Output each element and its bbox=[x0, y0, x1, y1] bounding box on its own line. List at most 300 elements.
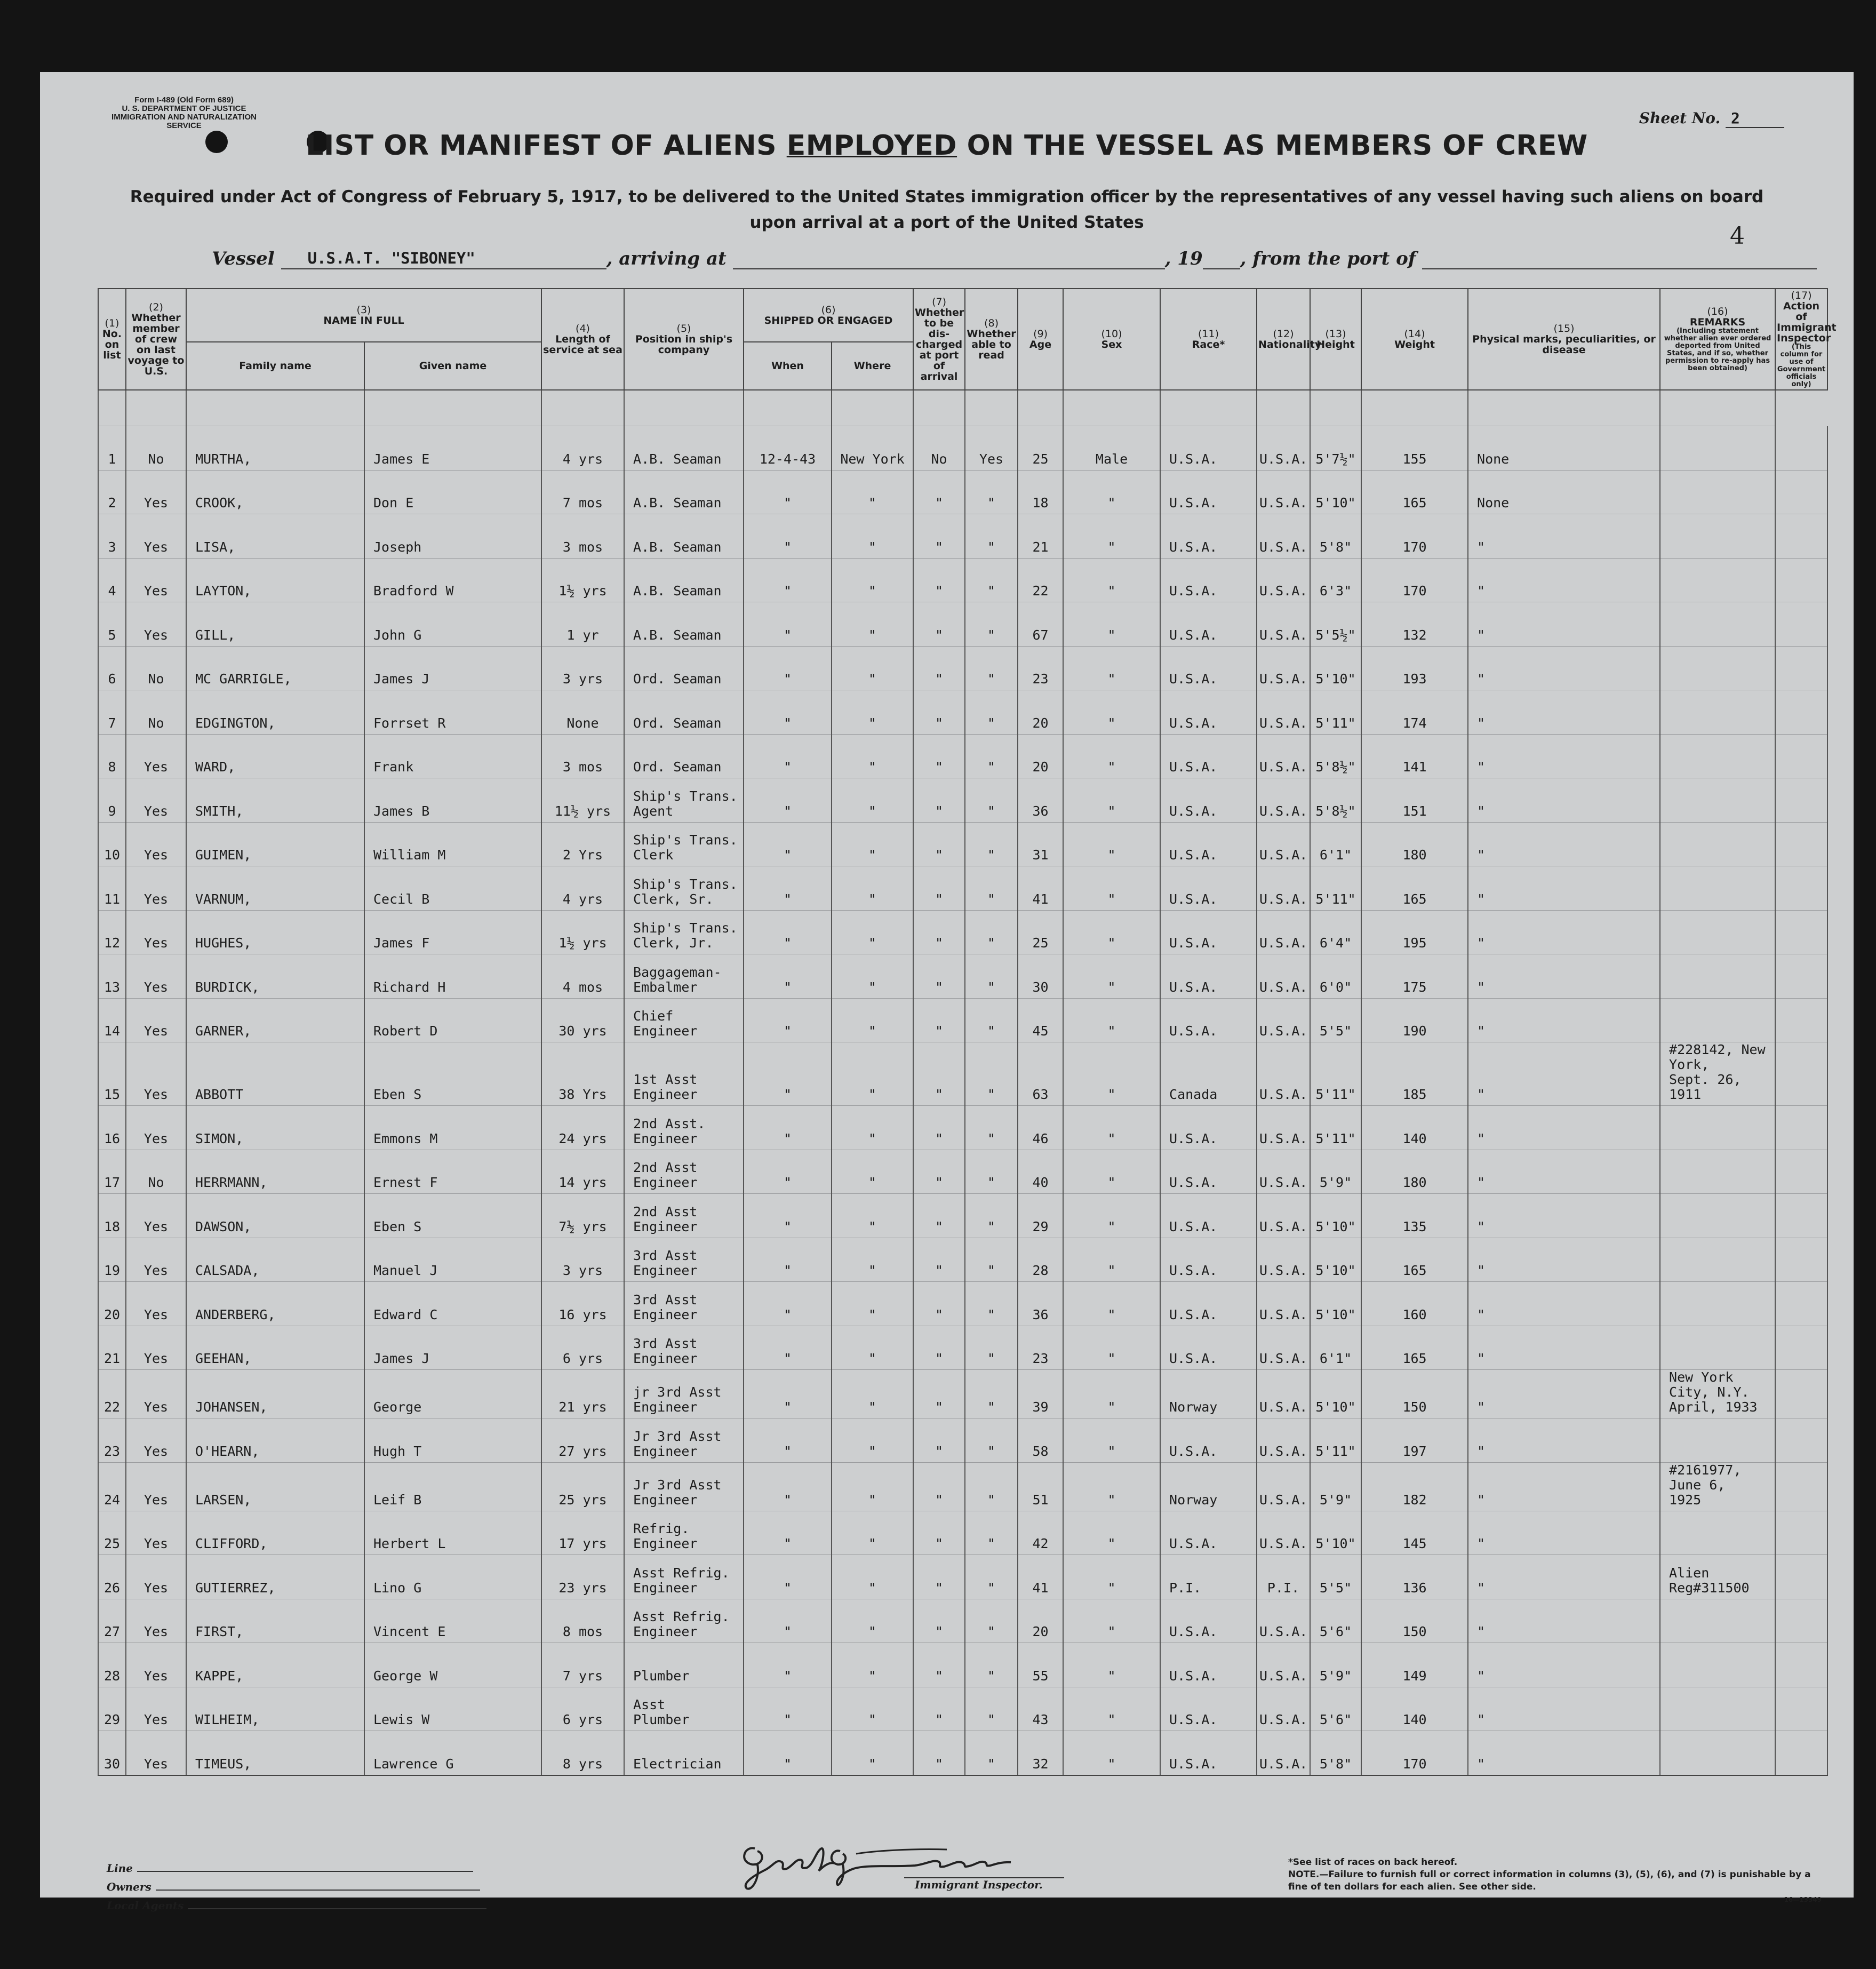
age-cell: 25 bbox=[1018, 426, 1063, 471]
physical-marks-cell: " bbox=[1468, 1326, 1660, 1370]
family-name-cell: DAWSON, bbox=[186, 1194, 364, 1238]
inspector-action-cell bbox=[1775, 1555, 1827, 1599]
age-cell: 45 bbox=[1018, 998, 1063, 1042]
family-name-cell: CROOK, bbox=[186, 470, 364, 514]
sex-cell: " bbox=[1063, 1370, 1160, 1418]
shipped-where-cell: " bbox=[832, 910, 913, 954]
table-row bbox=[98, 954, 1827, 999]
inspector-action-cell bbox=[1775, 1326, 1827, 1370]
position-cell: Ord. Seaman bbox=[624, 734, 744, 778]
race-cell: U.S.A. bbox=[1160, 558, 1257, 602]
service-length-cell: 14 yrs bbox=[541, 1150, 624, 1194]
remarks-cell bbox=[1660, 954, 1775, 999]
table-row bbox=[98, 1282, 1827, 1326]
given-name-cell: Leif B bbox=[364, 1462, 541, 1511]
sex-cell: " bbox=[1063, 910, 1160, 954]
sex-cell: Male bbox=[1063, 426, 1160, 471]
position-cell: Ord. Seaman bbox=[624, 690, 744, 735]
service-length-cell: 7½ yrs bbox=[541, 1194, 624, 1238]
discharged-cell: " bbox=[913, 1511, 965, 1555]
position-cell: Ord. Seaman bbox=[624, 646, 744, 690]
nationality-cell: U.S.A. bbox=[1257, 470, 1310, 514]
remarks-cell bbox=[1660, 1282, 1775, 1326]
family-name-cell: MURTHA, bbox=[186, 426, 364, 471]
family-name-cell: HUGHES, bbox=[186, 910, 364, 954]
crew-last-voyage-cell: Yes bbox=[126, 998, 186, 1042]
weight-cell: 193 bbox=[1361, 646, 1468, 690]
remarks-cell bbox=[1660, 1106, 1775, 1150]
shipped-where-cell: " bbox=[832, 514, 913, 559]
discharged-cell: " bbox=[913, 1418, 965, 1463]
nationality-cell: U.S.A. bbox=[1257, 910, 1310, 954]
discharged-cell: " bbox=[913, 1599, 965, 1643]
able-to-read-cell: " bbox=[965, 1731, 1018, 1775]
sex-cell: " bbox=[1063, 1511, 1160, 1555]
shipped-where-cell: " bbox=[832, 1599, 913, 1643]
race-cell: U.S.A. bbox=[1160, 1238, 1257, 1282]
crew-manifest-table bbox=[98, 288, 1837, 1776]
height-cell: 5'9" bbox=[1310, 1643, 1361, 1687]
nationality-cell: U.S.A. bbox=[1257, 734, 1310, 778]
race-cell: Norway bbox=[1160, 1370, 1257, 1418]
nationality-cell: U.S.A. bbox=[1257, 602, 1310, 647]
race-cell: U.S.A. bbox=[1160, 1418, 1257, 1463]
remarks-cell: New York City, N.Y. April, 1933 bbox=[1660, 1370, 1775, 1418]
nationality-cell: U.S.A. bbox=[1257, 1731, 1310, 1775]
remarks-cell bbox=[1660, 1194, 1775, 1238]
height-cell: 5'10" bbox=[1310, 646, 1361, 690]
shipped-where-cell: " bbox=[832, 734, 913, 778]
row-number-cell: 30 bbox=[98, 1731, 126, 1775]
nationality-cell: U.S.A. bbox=[1257, 866, 1310, 911]
shipped-when-cell: " bbox=[744, 1238, 832, 1282]
service-length-cell: None bbox=[541, 690, 624, 735]
shipped-when-cell: " bbox=[744, 1555, 832, 1599]
table-row bbox=[98, 514, 1827, 559]
col-family-name-header: Family name bbox=[186, 342, 364, 390]
sex-cell: " bbox=[1063, 1150, 1160, 1194]
row-number-cell: 7 bbox=[98, 690, 126, 735]
row-number-cell: 17 bbox=[98, 1150, 126, 1194]
service-length-cell: 27 yrs bbox=[541, 1418, 624, 1463]
able-to-read-cell: " bbox=[965, 866, 1018, 911]
given-name-cell: Bradford W bbox=[364, 558, 541, 602]
weight-cell: 170 bbox=[1361, 558, 1468, 602]
able-to-read-cell: " bbox=[965, 690, 1018, 735]
weight-cell: 132 bbox=[1361, 602, 1468, 647]
physical-marks-cell: " bbox=[1468, 690, 1660, 735]
remarks-cell bbox=[1660, 778, 1775, 823]
height-cell: 5'8" bbox=[1310, 1731, 1361, 1775]
table-row bbox=[98, 1418, 1827, 1463]
position-cell: Ship's Trans. Agent bbox=[624, 778, 744, 823]
inspector-action-cell bbox=[1775, 778, 1827, 823]
row-number-cell: 23 bbox=[98, 1418, 126, 1463]
shipped-where-cell: " bbox=[832, 1731, 913, 1775]
family-name-cell: LISA, bbox=[186, 514, 364, 559]
physical-marks-cell: " bbox=[1468, 910, 1660, 954]
race-cell: U.S.A. bbox=[1160, 426, 1257, 471]
given-name-cell: Eben S bbox=[364, 1042, 541, 1106]
height-cell: 6'0" bbox=[1310, 954, 1361, 999]
height-cell: 6'1" bbox=[1310, 822, 1361, 866]
weight-cell: 165 bbox=[1361, 470, 1468, 514]
crew-last-voyage-cell: Yes bbox=[126, 1511, 186, 1555]
physical-marks-cell: " bbox=[1468, 822, 1660, 866]
crew-last-voyage-cell: Yes bbox=[126, 1418, 186, 1463]
height-cell: 5'6" bbox=[1310, 1599, 1361, 1643]
race-cell: U.S.A. bbox=[1160, 1282, 1257, 1326]
inspector-action-cell bbox=[1775, 1687, 1827, 1731]
position-cell: A.B. Seaman bbox=[624, 602, 744, 647]
family-name-cell: TIMEUS, bbox=[186, 1731, 364, 1775]
form-identifier: Form I-489 (Old Form 689) U. S. DEPARTMENT OF JUSTICE IMMIGRATION AND NATURALIZATION SERVICE bbox=[111, 95, 257, 130]
discharged-cell: " bbox=[913, 822, 965, 866]
vessel-name: U.S.A.T. "SIBONEY" bbox=[281, 249, 606, 269]
position-cell: Jr 3rd Asst Engineer bbox=[624, 1462, 744, 1511]
age-cell: 36 bbox=[1018, 778, 1063, 823]
physical-marks-cell: " bbox=[1468, 1238, 1660, 1282]
discharged-cell: " bbox=[913, 1370, 965, 1418]
able-to-read-cell: " bbox=[965, 1462, 1018, 1511]
table-row bbox=[98, 1643, 1827, 1687]
family-name-cell: CLIFFORD, bbox=[186, 1511, 364, 1555]
sex-cell: " bbox=[1063, 1418, 1160, 1463]
shipped-when-cell: " bbox=[744, 1418, 832, 1463]
row-number-cell: 24 bbox=[98, 1462, 126, 1511]
shipped-when-cell: " bbox=[744, 1731, 832, 1775]
age-cell: 39 bbox=[1018, 1370, 1063, 1418]
weight-cell: 174 bbox=[1361, 690, 1468, 735]
col-sex-header: (10) Sex bbox=[1063, 289, 1160, 390]
service-length-cell: 25 yrs bbox=[541, 1462, 624, 1511]
given-name-cell: James F bbox=[364, 910, 541, 954]
given-name-cell: James B bbox=[364, 778, 541, 823]
given-name-cell: Emmons M bbox=[364, 1106, 541, 1150]
height-cell: 5'11" bbox=[1310, 690, 1361, 735]
position-cell: Chief Engineer bbox=[624, 998, 744, 1042]
sex-cell: " bbox=[1063, 1042, 1160, 1106]
table-row bbox=[98, 646, 1827, 690]
age-cell: 67 bbox=[1018, 602, 1063, 647]
service-length-cell: 8 mos bbox=[541, 1599, 624, 1643]
row-number-cell: 5 bbox=[98, 602, 126, 647]
height-cell: 5'5½" bbox=[1310, 602, 1361, 647]
physical-marks-cell: " bbox=[1468, 998, 1660, 1042]
able-to-read-cell: " bbox=[965, 602, 1018, 647]
col-position-header: (5) Position in ship's company bbox=[624, 289, 744, 390]
col-remarks-header: (16) REMARKS (Including statement whether alien ever ordered deported from United States, and if so, whether permission to re-apply has been obtained) bbox=[1660, 289, 1775, 390]
able-to-read-cell: " bbox=[965, 1106, 1018, 1150]
shipped-when-cell: " bbox=[744, 734, 832, 778]
col-age-header: (9) Age bbox=[1018, 289, 1063, 390]
shipped-when-cell: " bbox=[744, 514, 832, 559]
nationality-cell: U.S.A. bbox=[1257, 1643, 1310, 1687]
col-crew-last-voyage-header: (2) Whether member of crew on last voyage to U.S. bbox=[126, 289, 186, 390]
shipped-where-cell: " bbox=[832, 1326, 913, 1370]
discharged-cell: " bbox=[913, 1643, 965, 1687]
col-nationality-header: (12) Nationality bbox=[1257, 289, 1310, 390]
service-length-cell: 16 yrs bbox=[541, 1282, 624, 1326]
shipped-where-cell: " bbox=[832, 866, 913, 911]
age-cell: 63 bbox=[1018, 1042, 1063, 1106]
remarks-cell bbox=[1660, 1599, 1775, 1643]
position-cell: Ship's Trans. Clerk bbox=[624, 822, 744, 866]
race-cell: U.S.A. bbox=[1160, 866, 1257, 911]
crew-last-voyage-cell: Yes bbox=[126, 1687, 186, 1731]
age-cell: 22 bbox=[1018, 558, 1063, 602]
race-cell: U.S.A. bbox=[1160, 998, 1257, 1042]
inspector-action-cell bbox=[1775, 954, 1827, 999]
row-number-cell: 13 bbox=[98, 954, 126, 999]
race-cell: U.S.A. bbox=[1160, 734, 1257, 778]
able-to-read-cell: " bbox=[965, 1511, 1018, 1555]
able-to-read-cell: " bbox=[965, 1599, 1018, 1643]
position-cell: Jr 3rd Asst Engineer bbox=[624, 1418, 744, 1463]
height-cell: 5'10" bbox=[1310, 1511, 1361, 1555]
form-code: 16—13349 bbox=[1784, 1896, 1822, 1903]
age-cell: 41 bbox=[1018, 866, 1063, 911]
shipped-when-cell: " bbox=[744, 1643, 832, 1687]
position-cell: A.B. Seaman bbox=[624, 558, 744, 602]
crew-last-voyage-cell: Yes bbox=[126, 1643, 186, 1687]
family-name-cell: WARD, bbox=[186, 734, 364, 778]
discharged-cell: " bbox=[913, 1326, 965, 1370]
age-cell: 31 bbox=[1018, 822, 1063, 866]
inspector-action-cell bbox=[1775, 602, 1827, 647]
crew-last-voyage-cell: Yes bbox=[126, 514, 186, 559]
weight-cell: 135 bbox=[1361, 1194, 1468, 1238]
shipped-when-cell: " bbox=[744, 822, 832, 866]
discharged-cell: " bbox=[913, 514, 965, 559]
sex-cell: " bbox=[1063, 1462, 1160, 1511]
family-name-cell: WILHEIM, bbox=[186, 1687, 364, 1731]
form-notes bbox=[1288, 1856, 1822, 1903]
age-cell: 32 bbox=[1018, 1731, 1063, 1775]
shipped-where-cell: " bbox=[832, 1687, 913, 1731]
family-name-cell: GUTIERREZ, bbox=[186, 1555, 364, 1599]
inspector-action-cell bbox=[1775, 1282, 1827, 1326]
height-cell: 5'7½" bbox=[1310, 426, 1361, 471]
crew-last-voyage-cell: Yes bbox=[126, 1194, 186, 1238]
line-label: Line bbox=[107, 1862, 133, 1875]
height-cell: 5'11" bbox=[1310, 1418, 1361, 1463]
weight-cell: 180 bbox=[1361, 822, 1468, 866]
col-weight-header: (14) Weight bbox=[1361, 289, 1468, 390]
physical-marks-cell: " bbox=[1468, 1731, 1660, 1775]
race-cell: U.S.A. bbox=[1160, 1106, 1257, 1150]
physical-marks-cell: " bbox=[1468, 602, 1660, 647]
service-length-cell: 4 mos bbox=[541, 954, 624, 999]
inspector-action-cell bbox=[1775, 1511, 1827, 1555]
shipped-when-cell: " bbox=[744, 1282, 832, 1326]
crew-last-voyage-cell: Yes bbox=[126, 1238, 186, 1282]
penalty-note: NOTE.—Failure to furnish full or correct information in columns (3), (5), (6), and (7) is punishable by a fine of ten dollars for each alien. See other side. bbox=[1288, 1869, 1811, 1892]
discharged-cell: " bbox=[913, 690, 965, 735]
sex-cell: " bbox=[1063, 1194, 1160, 1238]
position-cell: Asst Refrig. Engineer bbox=[624, 1599, 744, 1643]
height-cell: 5'11" bbox=[1310, 1042, 1361, 1106]
age-cell: 18 bbox=[1018, 470, 1063, 514]
row-number-cell: 9 bbox=[98, 778, 126, 823]
remarks-cell bbox=[1660, 426, 1775, 471]
race-cell: U.S.A. bbox=[1160, 778, 1257, 823]
service-length-cell: 2 Yrs bbox=[541, 822, 624, 866]
remarks-cell bbox=[1660, 866, 1775, 911]
shipped-where-cell: " bbox=[832, 1150, 913, 1194]
family-name-cell: GARNER, bbox=[186, 998, 364, 1042]
position-cell: 3rd Asst Engineer bbox=[624, 1238, 744, 1282]
crew-last-voyage-cell: Yes bbox=[126, 1370, 186, 1418]
discharged-cell: " bbox=[913, 1462, 965, 1511]
shipped-where-cell: " bbox=[832, 1370, 913, 1418]
physical-marks-cell: None bbox=[1468, 426, 1660, 471]
row-number-cell: 27 bbox=[98, 1599, 126, 1643]
service-length-cell: 6 yrs bbox=[541, 1687, 624, 1731]
family-name-cell: GILL, bbox=[186, 602, 364, 647]
inspector-action-cell bbox=[1775, 734, 1827, 778]
remarks-cell bbox=[1660, 558, 1775, 602]
shipped-where-cell: " bbox=[832, 602, 913, 647]
inspector-action-cell bbox=[1775, 1731, 1827, 1775]
discharged-cell: " bbox=[913, 558, 965, 602]
weight-cell: 151 bbox=[1361, 778, 1468, 823]
age-cell: 36 bbox=[1018, 1282, 1063, 1326]
sex-cell: " bbox=[1063, 470, 1160, 514]
nationality-cell: U.S.A. bbox=[1257, 1238, 1310, 1282]
shipped-when-cell: " bbox=[744, 998, 832, 1042]
age-cell: 20 bbox=[1018, 690, 1063, 735]
shipped-when-cell: " bbox=[744, 690, 832, 735]
from-port-field bbox=[1422, 249, 1817, 269]
given-name-cell: Manuel J bbox=[364, 1238, 541, 1282]
discharged-cell: " bbox=[913, 470, 965, 514]
physical-marks-cell: " bbox=[1468, 954, 1660, 999]
remarks-cell bbox=[1660, 646, 1775, 690]
handwritten-page-mark: 4 bbox=[1730, 222, 1745, 250]
family-name-cell: O'HEARN, bbox=[186, 1418, 364, 1463]
race-cell: U.S.A. bbox=[1160, 1731, 1257, 1775]
nationality-cell: P.I. bbox=[1257, 1555, 1310, 1599]
service-length-cell: 11½ yrs bbox=[541, 778, 624, 823]
height-cell: 5'10" bbox=[1310, 470, 1361, 514]
race-cell: U.S.A. bbox=[1160, 1150, 1257, 1194]
shipped-where-cell: " bbox=[832, 822, 913, 866]
age-cell: 21 bbox=[1018, 514, 1063, 559]
inspector-action-cell bbox=[1775, 1643, 1827, 1687]
physical-marks-cell: " bbox=[1468, 734, 1660, 778]
col-race-header: (11) Race* bbox=[1160, 289, 1257, 390]
weight-cell: 140 bbox=[1361, 1687, 1468, 1731]
shipped-when-cell: " bbox=[744, 1150, 832, 1194]
sex-cell: " bbox=[1063, 602, 1160, 647]
given-name-cell: Edward C bbox=[364, 1282, 541, 1326]
sex-cell: " bbox=[1063, 1643, 1160, 1687]
position-cell: Electrician bbox=[624, 1731, 744, 1775]
shipped-when-cell: " bbox=[744, 866, 832, 911]
year-field bbox=[1203, 249, 1240, 269]
family-name-cell: CALSADA, bbox=[186, 1238, 364, 1282]
service-length-cell: 8 yrs bbox=[541, 1731, 624, 1775]
col-inspector-action-header: (17) Action of Immigrant Inspector (This column for use of Government officials only) bbox=[1775, 289, 1827, 390]
crew-last-voyage-cell: Yes bbox=[126, 778, 186, 823]
physical-marks-cell: " bbox=[1468, 1462, 1660, 1511]
crew-last-voyage-cell: Yes bbox=[126, 954, 186, 999]
family-name-cell: MC GARRIGLE, bbox=[186, 646, 364, 690]
family-name-cell: GEEHAN, bbox=[186, 1326, 364, 1370]
position-cell: Ship's Trans. Clerk, Jr. bbox=[624, 910, 744, 954]
given-name-cell: Ernest F bbox=[364, 1150, 541, 1194]
service-length-cell: 17 yrs bbox=[541, 1511, 624, 1555]
inspector-action-cell bbox=[1775, 1599, 1827, 1643]
service-length-cell: 30 yrs bbox=[541, 998, 624, 1042]
shipped-when-cell: " bbox=[744, 954, 832, 999]
nationality-cell: U.S.A. bbox=[1257, 1687, 1310, 1731]
physical-marks-cell: " bbox=[1468, 1511, 1660, 1555]
weight-cell: 180 bbox=[1361, 1150, 1468, 1194]
discharged-cell: " bbox=[913, 1150, 965, 1194]
shipped-where-cell: " bbox=[832, 646, 913, 690]
remarks-cell bbox=[1660, 470, 1775, 514]
table-row bbox=[98, 1042, 1827, 1106]
col-service-header: (4) Length of service at sea bbox=[541, 289, 624, 390]
shipped-when-cell: " bbox=[744, 646, 832, 690]
col-no-header: (1) No. on list bbox=[98, 289, 126, 390]
weight-cell: 150 bbox=[1361, 1370, 1468, 1418]
shipped-where-cell: " bbox=[832, 1282, 913, 1326]
crew-last-voyage-cell: Yes bbox=[126, 734, 186, 778]
crew-last-voyage-cell: Yes bbox=[126, 1282, 186, 1326]
weight-cell: 141 bbox=[1361, 734, 1468, 778]
service-length-cell: 3 mos bbox=[541, 734, 624, 778]
manifest-sheet bbox=[40, 72, 1854, 1912]
shipped-when-cell: " bbox=[744, 1687, 832, 1731]
inspector-action-cell bbox=[1775, 866, 1827, 911]
physical-marks-cell: " bbox=[1468, 1042, 1660, 1106]
position-cell: Baggageman- Embalmer bbox=[624, 954, 744, 999]
weight-cell: 165 bbox=[1361, 1326, 1468, 1370]
shipped-where-cell: " bbox=[832, 690, 913, 735]
inspector-action-cell bbox=[1775, 558, 1827, 602]
nationality-cell: U.S.A. bbox=[1257, 1150, 1310, 1194]
weight-cell: 197 bbox=[1361, 1418, 1468, 1463]
races-note: *See list of races on back hereof. bbox=[1288, 1857, 1458, 1868]
physical-marks-cell: " bbox=[1468, 1150, 1660, 1194]
crew-last-voyage-cell: No bbox=[126, 1150, 186, 1194]
height-cell: 5'9" bbox=[1310, 1462, 1361, 1511]
table-row bbox=[98, 1238, 1827, 1282]
crew-last-voyage-cell: Yes bbox=[126, 1326, 186, 1370]
table-row bbox=[98, 910, 1827, 954]
service-length-cell: 4 yrs bbox=[541, 426, 624, 471]
able-to-read-cell: " bbox=[965, 1643, 1018, 1687]
crew-last-voyage-cell: No bbox=[126, 646, 186, 690]
given-name-cell: George W bbox=[364, 1643, 541, 1687]
weight-cell: 145 bbox=[1361, 1511, 1468, 1555]
table-row bbox=[98, 1370, 1827, 1418]
table-row bbox=[98, 1106, 1827, 1150]
row-number-cell: 29 bbox=[98, 1687, 126, 1731]
inspector-action-cell bbox=[1775, 1418, 1827, 1463]
sex-cell: " bbox=[1063, 558, 1160, 602]
shipped-when-cell: " bbox=[744, 602, 832, 647]
nationality-cell: U.S.A. bbox=[1257, 1462, 1310, 1511]
col-physical-marks-header: (15) Physical marks, peculiarities, or disease bbox=[1468, 289, 1660, 390]
inspector-action-cell bbox=[1775, 1106, 1827, 1150]
table-row bbox=[98, 778, 1827, 823]
height-cell: 5'10" bbox=[1310, 1194, 1361, 1238]
family-name-cell: VARNUM, bbox=[186, 866, 364, 911]
